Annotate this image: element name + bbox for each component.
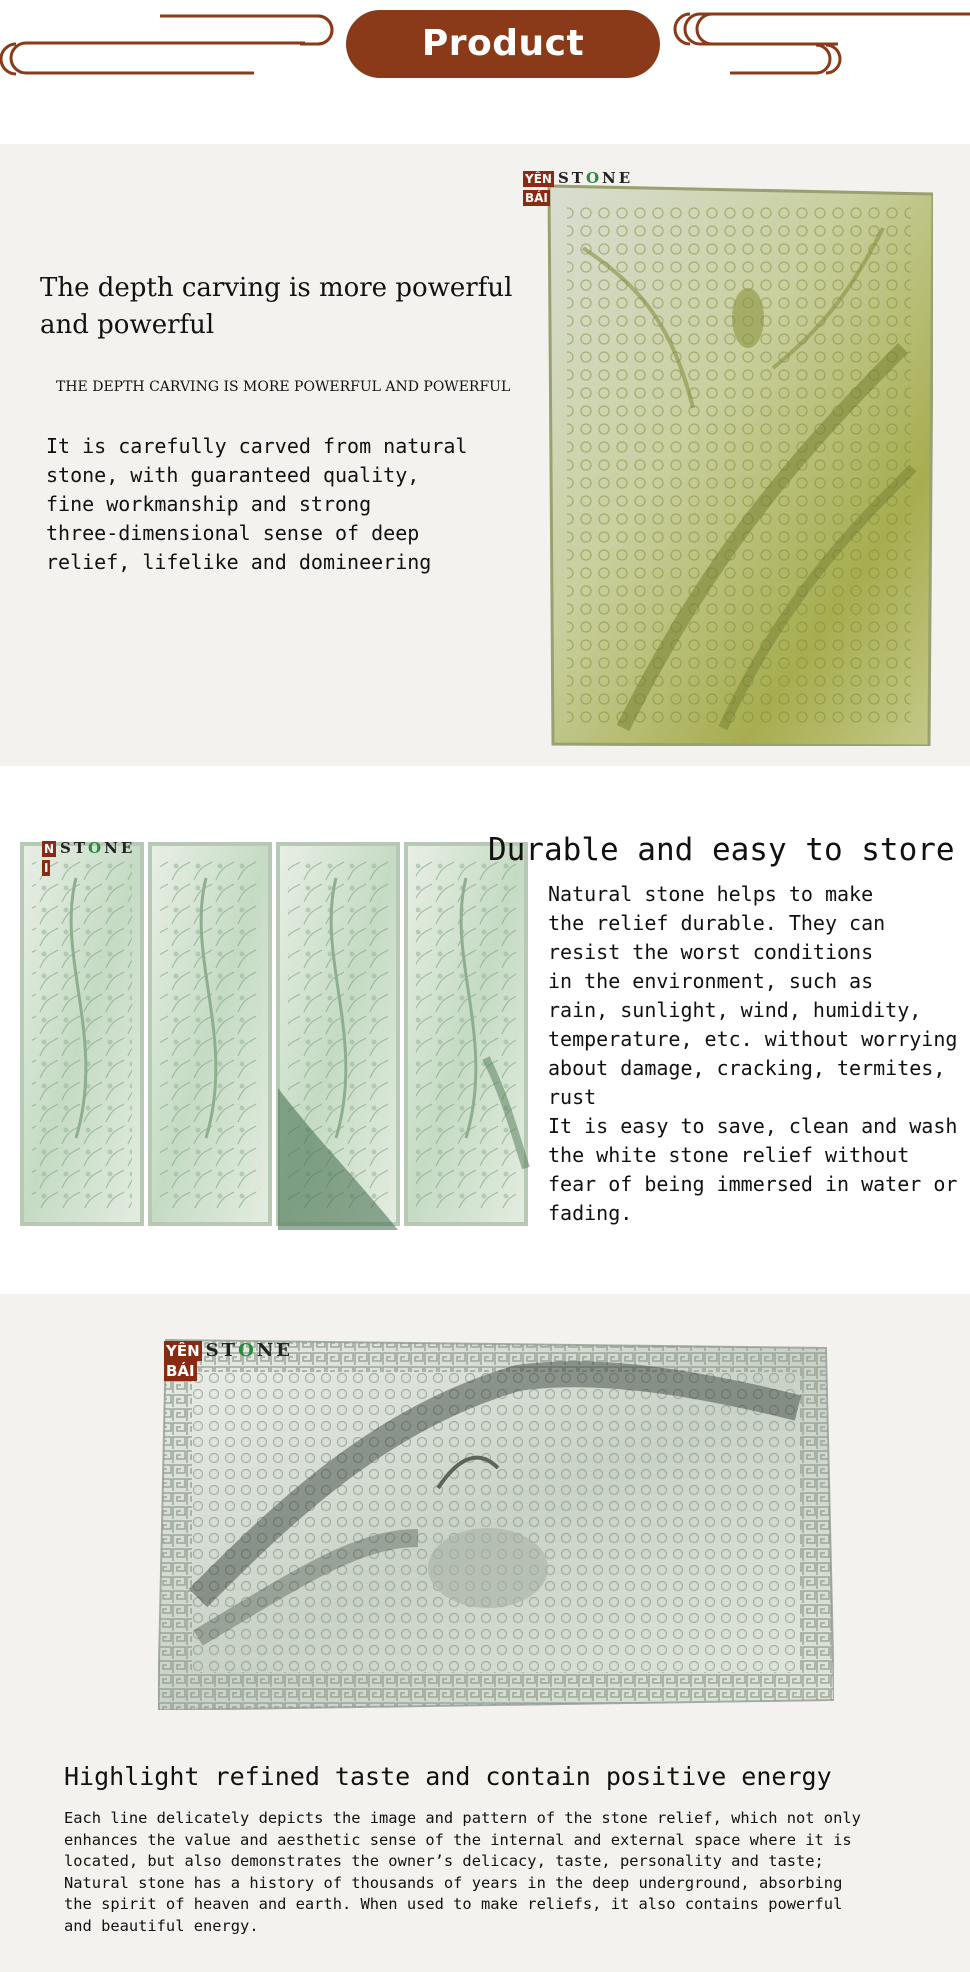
body-line: in the environment, such as (548, 969, 874, 993)
peacock-relief-image (523, 168, 933, 746)
body-line: the white stone relief without (548, 1143, 910, 1167)
section-body (64, 1808, 944, 1937)
body-line: fine workmanship and strong (46, 492, 372, 516)
four-panel-relief-image (16, 838, 532, 1230)
section-depth-carving (0, 144, 970, 766)
section-heading: Durable and easy to store (488, 832, 955, 868)
section-refined-taste (0, 1294, 970, 1972)
wide-relief-image (158, 1338, 834, 1710)
body-line: about damage, cracking, termites, (548, 1056, 946, 1080)
page-title: Product display (421, 23, 585, 132)
body-line: Natural stone has a history of thousands of years in the deep underground, absorbing (64, 1873, 843, 1892)
section-body (548, 880, 958, 1228)
body-line: relief, lifelike and domineering (46, 550, 432, 574)
body-line: temperature, etc. without worrying (548, 1027, 958, 1051)
brand-watermark: YÊN STONE BÁI (166, 1340, 293, 1380)
section-heading: The depth carving is more powerful and powerful (40, 273, 513, 340)
section-body (46, 432, 526, 577)
body-line: enhances the value and aesthetic sense of the internal and external space where it is (64, 1830, 852, 1849)
body-line: three-dimensional sense of deep (46, 521, 420, 545)
section-header (0, 0, 970, 144)
body-line: the spirit of heaven and earth. When used to make reliefs, it also contains powerful (64, 1895, 843, 1913)
section-heading: Highlight refined taste and contain positive energy (64, 1762, 832, 1791)
body-line: resist the worst conditions (548, 940, 874, 964)
body-line: rain, sunlight, wind, humidity, (548, 998, 922, 1022)
body-line: Each line delicately depicts the image and pattern of the stone relief, which not only (64, 1809, 861, 1827)
section-durable (0, 766, 970, 1294)
section-subheading: THE DEPTH CARVING IS MORE POWERFUL AND POWERFUL (56, 379, 511, 395)
body-line: rust (548, 1085, 597, 1109)
brand-watermark: YÊN STONE BÁI (525, 169, 634, 205)
body-line: and beautiful energy. (64, 1916, 259, 1935)
body-line: stone, with guaranteed quality, (46, 463, 420, 487)
body-line: the relief durable. They can (548, 911, 886, 935)
body-line: fading. (548, 1201, 633, 1225)
body-line: fear of being immersed in water or (548, 1172, 958, 1196)
body-line: It is easy to save, clean and wash (548, 1114, 958, 1138)
body-line: located, but also demonstrates the owner’s delicacy, taste, personality and taste; (64, 1852, 824, 1870)
body-line: It is carefully carved from natural (46, 434, 468, 458)
brand-watermark: N STONE I (44, 839, 136, 875)
body-line: Natural stone helps to make (548, 882, 874, 906)
